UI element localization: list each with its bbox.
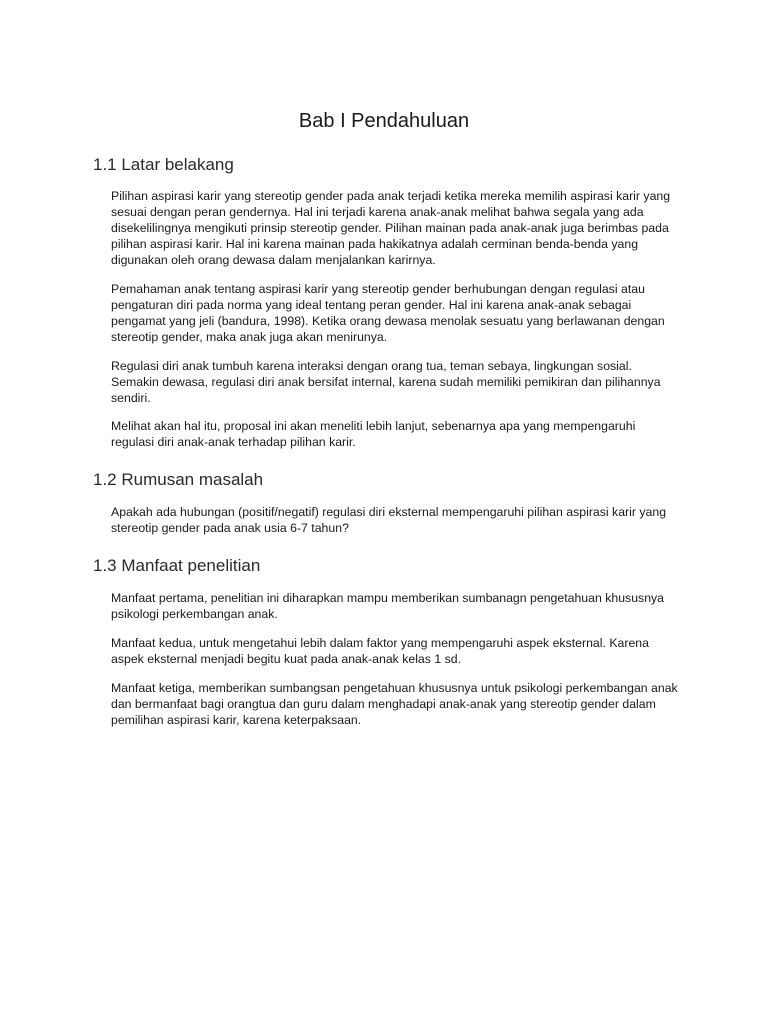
paragraph-manfaat-penelitian-3: Manfaat ketiga, memberikan sumbangsan pengetahuan khususnya untuk psikologi perkembangan anak dan bermanfaat bagi orangtua dan guru dalam menghadapi anak-anak yang stereotip gender dalam pemilihan aspirasi karir, karena keterpaksaan. [111, 681, 678, 727]
paragraph-manfaat-penelitian-1: Manfaat pertama, penelitian ini diharapkan mampu memberikan sumbanagn pengetahuan khususnya psikologi perkembangan anak. [111, 591, 665, 621]
paragraph-latar-belakang-2: Pemahaman anak tentang aspirasi karir yang stereotip gender berhubungan dengan regulasi atau pengaturan diri pada norma yang ideal tentang peran gender. Hal ini karena anak-anak sebagai pengamat yang jeli (bandura, 1998). Ketika orang dewasa menolak sesuatu yang berlawanan dengan stereotip gender, maka anak juga akan menirunya. [111, 282, 665, 344]
section-heading-rumusan-masalah: 1.2 Rumusan masalah [93, 470, 264, 489]
paragraph-rumusan-masalah-1: Apakah ada hubungan (positif/negatif) regulasi diri eksternal mempengaruhi pilihan aspirasi karir yang stereotip gender pada anak usia 6-7 tahun? [111, 505, 667, 535]
paragraph-manfaat-penelitian-2: Manfaat kedua, untuk mengetahui lebih dalam faktor yang mempengaruhi aspek eksternal. Karena aspek eksternal menjadi begitu kuat pada anak-anak kelas 1 sd. [111, 636, 649, 666]
paragraph-latar-belakang-1: Pilihan aspirasi karir yang stereotip gender pada anak terjadi ketika mereka memilih aspirasi karir yang sesuai dengan peran gendernya. Hal ini terjadi karena anak-anak melihat bahwa segala yang ada disekelilingnya mengikuti prinsip stereotip gender. Pilihan mainan pada anak-anak juga berimbas pada pilihan aspirasi karir. Hal ini karena mainan pada hakikatnya adalah cerminan benda-benda yang digunakan oleh orang dewasa dalam menjalankan karirnya. [111, 189, 671, 267]
section-heading-manfaat-penelitian: 1.3 Manfaat penelitian [93, 556, 261, 575]
section-heading-latar-belakang: 1.1 Latar belakang [93, 155, 234, 174]
paragraph-latar-belakang-3: Regulasi diri anak tumbuh karena interaksi dengan orang tua, teman sebaya, lingkungan sosial. Semakin dewasa, regulasi diri anak bersifat internal, karena sudah memiliki pemikiran dan pilihannya sendiri. [111, 359, 661, 405]
document-title: Bab I Pendahuluan [298, 110, 470, 132]
paragraph-latar-belakang-4: Melihat akan hal itu, proposal ini akan meneliti lebih lanjut, sebenarnya apa yang mempengaruhi regulasi diri anak-anak terhadap pilihan karir. [111, 419, 636, 449]
